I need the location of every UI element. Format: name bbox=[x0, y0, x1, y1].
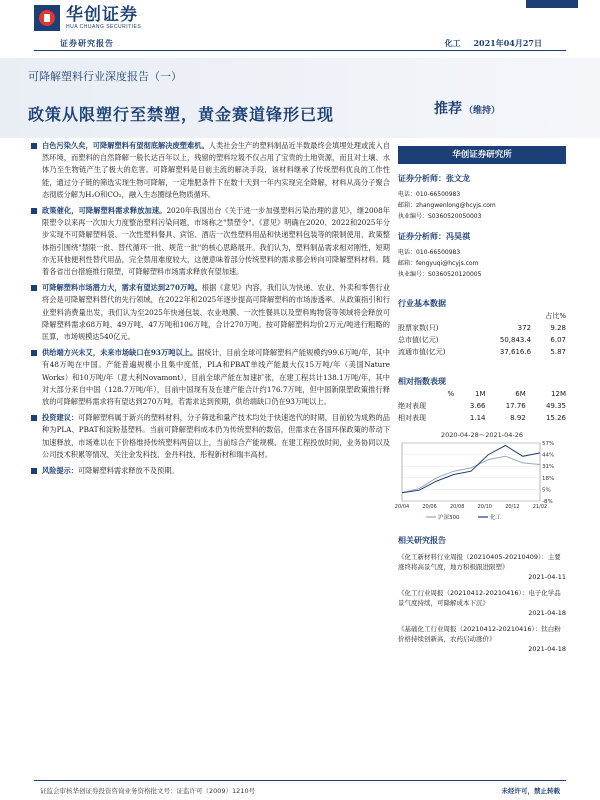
chart-title: 2020-04-28～2021-04-26 bbox=[440, 431, 524, 439]
summary-paragraph bbox=[30, 465, 390, 477]
footer-notice: 未经许可，禁止转载 bbox=[501, 787, 560, 795]
summary-paragraph bbox=[30, 205, 390, 278]
col-header: 1M bbox=[475, 390, 486, 398]
paragraph-lead: 投资建议： bbox=[42, 413, 79, 423]
y-tick-label: 57% bbox=[542, 441, 555, 447]
row-value: 372 bbox=[517, 324, 532, 332]
analyst-license: 执业编号：S0360520120005 bbox=[398, 271, 482, 278]
header-divider bbox=[34, 50, 566, 51]
summary-column bbox=[30, 140, 390, 481]
analyst-block bbox=[398, 230, 566, 280]
summary-paragraph bbox=[30, 347, 390, 408]
paragraph-lead: 风险提示： bbox=[42, 466, 78, 476]
row-value: 8.92 bbox=[510, 414, 526, 422]
basics-table bbox=[398, 310, 566, 358]
report-date: 2021年04月27日 bbox=[473, 38, 542, 48]
page-header bbox=[0, 0, 600, 56]
performance-chart bbox=[394, 430, 566, 527]
row-value: 15.26 bbox=[545, 414, 566, 422]
sector-label: 化工 bbox=[444, 38, 461, 48]
paragraph-lead: 白色污染久矣，可降解塑料有望彻底解决废塑难机。 bbox=[42, 141, 209, 150]
legend-label: 化工 bbox=[490, 515, 502, 521]
summary-paragraph bbox=[30, 282, 390, 343]
row-pct: 9.28 bbox=[550, 324, 566, 332]
analyst-email[interactable]: 邮箱：fengyuqi@hcyjs.com bbox=[398, 260, 479, 267]
row-pct: 6.07 bbox=[550, 336, 566, 344]
analyst-license: 执业编号：S0360520050003 bbox=[398, 213, 482, 220]
y-tick-label: 5% bbox=[542, 487, 551, 494]
paragraph-text: 可降解塑料需求释放不及预期。 bbox=[77, 466, 179, 476]
paragraph-text: 据统计，目前全球可降解塑料产能规模约99.6万吨/年，其中有48万吨在中国。产能普遍规模小且集中度低，PLA和PBAT单线产能最大仅15万吨/年（美国Nature Works）和10万吨/年（意大利Novamont），目前全球产能在加速扩张，在建工程共计138.1万吨/年，其中对大部分来自中国（128.7万吨/年），目前中国现有及在建产能合计约176.7万吨，但中国新限塑政策推行释放的可降解塑料需求将有望达到270万吨，若需求达到预期，供给端缺口仍在93万吨以上。 bbox=[42, 348, 390, 407]
table-header-row bbox=[398, 310, 566, 322]
col-header: 12M bbox=[551, 390, 566, 398]
related-text: 《化工新材料行业周报（20210405-20210409）：主要涨终将高景气度，地方积极跟进限塑》 bbox=[398, 553, 561, 571]
row-label: 绝对表现 bbox=[398, 402, 426, 410]
logo-icon bbox=[34, 5, 60, 31]
legend-label: 沪深300 bbox=[438, 515, 460, 521]
brand-name-en: HUA CHUANG SECURITIES bbox=[66, 24, 142, 30]
paragraph-lead: 可降解塑料市场潜力大，需求有望达到270万吨。 bbox=[42, 283, 202, 293]
analyst-phone: 电话：010-66500983 bbox=[398, 191, 461, 198]
series-line bbox=[402, 456, 540, 492]
paragraph-text: 可降解塑料属于新兴的塑料材料，分子筛选和量产技术均处于快速迭代的时期，目前较为成熟的品种为PLA、PBAT和淀粉基塑料。当前可降解塑料成本仍为传统塑料的数倍，但需求在各国环保政策的带动下加速释放，市场难以在下价格维持传统塑料两倍以上，当前综合产能规模、在建工程投放时间，业务协同以及公司技术积累等情况，关注金发科技、金丹科技、彤程新材和瑞丰高材。 bbox=[42, 413, 390, 459]
table-row bbox=[398, 322, 566, 334]
title-banner bbox=[0, 58, 600, 138]
analyst-block bbox=[398, 172, 566, 222]
summary-paragraph bbox=[30, 412, 390, 461]
row-value: 50,843.4 bbox=[499, 336, 532, 344]
table-row bbox=[398, 334, 566, 346]
row-label: 总市值(亿元) bbox=[398, 336, 439, 344]
sidebar bbox=[394, 140, 566, 654]
chart-svg bbox=[394, 439, 566, 523]
row-value: 37,616.6 bbox=[499, 348, 532, 356]
x-tick-label: 20/06 bbox=[422, 504, 437, 510]
y-tick-label: 31% bbox=[542, 464, 555, 471]
related-item[interactable] bbox=[398, 588, 566, 618]
rating-value: 推荐 bbox=[433, 101, 462, 117]
report-subtitle: 可降解塑料行业深度报告（一） bbox=[28, 70, 182, 83]
series-line bbox=[402, 446, 540, 493]
row-label: 流通市值(亿元) bbox=[398, 348, 446, 356]
footer-license: 证监会审核华创证券投资咨询业务资格批文号：证监许可（2009）1210号 bbox=[40, 787, 256, 795]
paragraph-text: 2020年我国出台《关于进一步加强塑料污染治理的意见》，继2008年限塑令以来再一次加大力度整治塑料污染问题，市场称之"禁塑令"。《意见》明确在2020、2022和2025年分步实现不可降解塑料袋、一次性塑料餐具、宾馆、酒店一次性塑料用品和快递塑料包装等的限制使用，政策整体指引围绕"禁限一批、替代循环一批、规范一批"的核心思路展开。我们认为，塑料制品需求相对刚性，短期亦无其他便利性替代用品，完全禁用难度较大，这便意味着部分传统塑料的需求都会转向可降解塑料材料。随着各省出台措施推行限塑，可降解塑料市场需求释放有望加速。 bbox=[42, 206, 390, 277]
perf-title: 相对指数表现 bbox=[398, 377, 446, 386]
analyst-phone: 电话：010-66500983 bbox=[398, 249, 461, 256]
table-row bbox=[398, 400, 566, 412]
table-row bbox=[398, 346, 566, 358]
related-date: 2021-04-11 bbox=[528, 573, 566, 581]
analyst-role: 证券分析师：张文龙 bbox=[398, 174, 470, 183]
institute-bar: 华创证券研究所 bbox=[398, 146, 566, 164]
pct-header: 占比% bbox=[545, 312, 566, 320]
related-item[interactable] bbox=[398, 624, 566, 654]
basics-title: 行业基本数据 bbox=[398, 299, 446, 308]
x-tick-label: 20/04 bbox=[394, 504, 410, 510]
paragraph-lead: 政策催化，可降解塑料需求释放加速。 bbox=[42, 206, 167, 216]
row-value: 3.66 bbox=[469, 402, 486, 410]
corner-decoration bbox=[526, 0, 578, 8]
paragraph-lead: 供给端方兴未艾，未来市场缺口在93万吨以上。 bbox=[42, 348, 198, 358]
related-item[interactable] bbox=[398, 552, 566, 582]
related-date: 2021-04-18 bbox=[528, 609, 566, 617]
row-label: 相对表现 bbox=[398, 414, 426, 422]
report-type: 证券研究报告 bbox=[60, 38, 114, 48]
row-pct: 5.87 bbox=[550, 348, 566, 356]
brand-name-cn: 华创证券 bbox=[66, 5, 138, 25]
related-text: 《基础化工行业周报（20210412-20210416）：钛白粉价格持续创新高，农药启动涨价》 bbox=[398, 625, 561, 643]
rating bbox=[434, 98, 500, 118]
x-tick-label: 20/08 bbox=[449, 504, 465, 510]
x-tick-label: 20/10 bbox=[477, 504, 493, 510]
y-tick-label: 18% bbox=[542, 475, 555, 482]
x-tick-label: 20/12 bbox=[505, 504, 520, 510]
table-row bbox=[398, 412, 566, 424]
y-tick-label: 44% bbox=[542, 452, 555, 459]
table-header-row bbox=[398, 388, 566, 400]
row-value: 17.76 bbox=[505, 402, 526, 410]
page-footer bbox=[34, 780, 566, 800]
analyst-email[interactable]: 邮箱：zhangwenlong@hcyjs.com bbox=[398, 202, 496, 209]
summary-paragraph bbox=[30, 140, 390, 201]
row-label: 股票家数(只) bbox=[398, 324, 439, 332]
related-text: 《化工行业周报（20210412-20210416）：电子化学品景气度持续，可降解成本下沉》 bbox=[398, 589, 561, 607]
y-tick-label: -8% bbox=[542, 499, 553, 505]
related-date: 2021-04-18 bbox=[528, 645, 566, 653]
report-title: 政策从限塑行至禁塑，黄金赛道锋形已现 bbox=[28, 105, 335, 124]
row-value: 49.35 bbox=[545, 402, 566, 410]
row-value: 1.14 bbox=[469, 414, 486, 422]
plot-frame bbox=[402, 443, 540, 501]
col-header: 6M bbox=[515, 390, 526, 398]
rating-note: （维持） bbox=[463, 106, 500, 116]
paragraph-text: 人类社会生产的塑料制品近半数最终会填埋处理或流入自然环境，而塑料的自然降解一般长达百年以上，残留的塑料垃圾不仅占用了宝贵的土地资源，而且对土壤、水体乃至生物链产生了极大的危害。可降解塑料是目前主流的解决手段，该材料继承了传统塑料优良的工作性能，通过分子链的筛选实现生物可降解，一定堆肥条件下在数十天到一年内实现完全降解，材料从高分子聚合态彻底分解为H₂O和CO₂，融入生态圈绿色物质循环。 bbox=[42, 141, 390, 199]
x-tick-label: 21/02 bbox=[532, 504, 548, 510]
perf-table bbox=[398, 388, 566, 424]
analyst-role: 证券分析师：冯昊祺 bbox=[398, 232, 470, 241]
paragraph-text: 根据《意见》内容，我们认为快递、农业、外卖和零售行业将会是可降解塑料替代的先行领域，在2022年和2025年逐步提高可降解塑料的市场渗透率。从政策指引和行业塑料消费量出发，我们认为至2025年快递包装、农业地膜、一次性餐具以及塑料购物袋等领域将会释放可降解塑料需求68万吨、49万吨、47万吨和106万吨，合计270万吨。按可降解塑料均价2万元/吨进行粗略的匡算，市场规模达540亿元。 bbox=[42, 283, 390, 342]
header-meta bbox=[435, 38, 542, 49]
col-header: % bbox=[447, 390, 455, 398]
brand-logo bbox=[34, 4, 184, 32]
related-title: 相关研究报告 bbox=[398, 536, 446, 545]
